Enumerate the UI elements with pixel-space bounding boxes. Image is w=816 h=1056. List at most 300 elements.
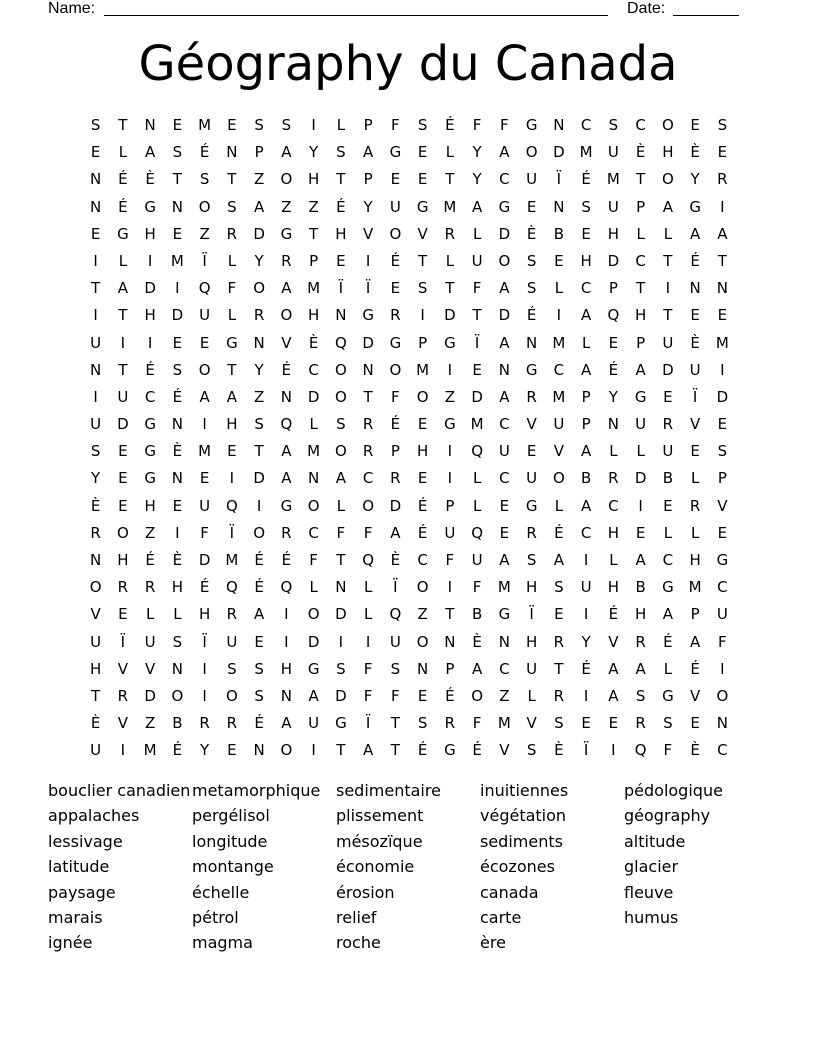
grid-letter[interactable]: S (417, 714, 428, 733)
grid-letter[interactable]: Q (362, 551, 375, 569)
grid-letter[interactable]: E (663, 387, 673, 406)
grid-letter[interactable]: F (336, 523, 346, 542)
grid-letter[interactable]: Ï (338, 279, 344, 298)
grid-letter[interactable]: E (199, 333, 210, 352)
grid-letter[interactable]: A (635, 551, 646, 569)
grid-letter[interactable]: E (608, 333, 619, 352)
grid-letter[interactable]: V (362, 224, 374, 243)
grid-letter[interactable]: L (227, 251, 237, 270)
grid-letter[interactable]: F (472, 279, 482, 298)
grid-letter[interactable]: M (552, 333, 566, 352)
grid-letter[interactable]: U (526, 659, 538, 678)
grid-letter[interactable]: S (663, 714, 673, 733)
grid-letter[interactable]: D (607, 251, 620, 270)
grid-letter[interactable]: I (720, 360, 725, 379)
grid-letter[interactable]: F (663, 741, 673, 760)
grid-letter[interactable]: H (226, 415, 238, 434)
grid-letter[interactable]: S (172, 360, 183, 379)
grid-letter[interactable]: A (144, 143, 156, 162)
grid-letter[interactable]: T (390, 714, 400, 733)
grid-letter[interactable]: O (416, 632, 429, 651)
grid-letter[interactable]: Y (608, 387, 618, 406)
grid-letter[interactable]: E (690, 306, 700, 325)
grid-letter[interactable]: A (199, 387, 210, 406)
grid-letter[interactable]: G (389, 333, 402, 352)
grid-letter[interactable]: E (717, 306, 728, 325)
grid-letter[interactable]: V (526, 714, 537, 733)
grid-letter[interactable]: A (499, 387, 510, 406)
grid-letter[interactable]: É (172, 741, 183, 760)
grid-letter[interactable]: O (89, 578, 102, 597)
grid-letter[interactable]: G (498, 605, 511, 624)
grid-letter[interactable]: H (307, 306, 320, 325)
grid-letter[interactable]: L (472, 224, 482, 243)
grid-letter[interactable]: E (199, 469, 210, 488)
grid-letter[interactable]: I (202, 415, 207, 434)
grid-letter[interactable]: R (662, 415, 674, 434)
grid-letter[interactable]: D (144, 686, 156, 705)
grid-letter[interactable]: É (581, 659, 591, 678)
grid-letter[interactable]: A (635, 360, 646, 379)
grid-letter[interactable]: Z (144, 714, 156, 733)
grid-letter[interactable]: T (554, 659, 564, 678)
grid-letter[interactable]: V (117, 659, 128, 678)
grid-letter[interactable]: E (227, 741, 237, 760)
grid-letter[interactable]: É (526, 306, 537, 325)
grid-letter[interactable]: U (90, 415, 102, 434)
grid-letter[interactable]: M (606, 170, 620, 189)
grid-letter[interactable]: E (635, 523, 646, 542)
grid-letter[interactable]: E (417, 469, 428, 488)
grid-letter[interactable]: N (335, 306, 347, 325)
grid-letter[interactable]: E (581, 714, 591, 733)
grid-letter[interactable]: C (308, 360, 319, 379)
grid-letter[interactable]: T (636, 279, 646, 298)
grid-letter[interactable]: É (281, 360, 292, 379)
grid-letter[interactable]: A (499, 143, 510, 162)
grid-letter[interactable]: Q (225, 578, 238, 597)
grid-letter[interactable]: H (198, 605, 211, 624)
grid-letter[interactable]: I (447, 360, 453, 379)
grid-letter[interactable]: H (416, 442, 429, 461)
grid-letter[interactable]: A (471, 659, 483, 678)
grid-letter[interactable]: I (311, 741, 316, 760)
grid-letter[interactable]: P (254, 143, 264, 162)
grid-letter[interactable]: Z (199, 224, 210, 243)
grid-letter[interactable]: G (444, 333, 456, 352)
grid-letter[interactable]: A (662, 197, 673, 216)
grid-letter[interactable]: H (171, 578, 184, 597)
grid-letter[interactable]: E (717, 523, 728, 542)
grid-letter[interactable]: E (118, 469, 128, 488)
grid-letter[interactable]: É (608, 360, 619, 379)
grid-letter[interactable]: Ï (120, 632, 126, 651)
grid-letter[interactable]: É (445, 116, 455, 134)
grid-letter[interactable]: I (229, 469, 235, 488)
grid-letter[interactable]: N (280, 387, 292, 406)
grid-letter[interactable]: B (553, 224, 565, 243)
grid-letter[interactable]: N (417, 659, 429, 678)
grid-letter[interactable]: U (308, 714, 320, 733)
grid-letter[interactable]: É (199, 578, 210, 597)
grid-letter[interactable]: A (281, 279, 292, 298)
grid-letter[interactable]: I (447, 578, 453, 597)
grid-letter[interactable]: É (417, 741, 428, 760)
grid-letter[interactable]: F (363, 523, 373, 542)
grid-letter[interactable]: Y (200, 741, 210, 760)
grid-letter[interactable]: N (498, 632, 510, 651)
grid-letter[interactable]: Q (280, 578, 293, 597)
grid-letter[interactable]: L (336, 496, 346, 515)
grid-letter[interactable]: S (227, 659, 237, 678)
grid-letter[interactable]: A (499, 279, 510, 298)
grid-letter[interactable]: E (390, 170, 401, 189)
grid-letter[interactable]: O (552, 469, 565, 488)
grid-letter[interactable]: E (554, 251, 564, 270)
grid-letter[interactable]: L (145, 605, 155, 624)
grid-letter[interactable]: D (634, 469, 647, 488)
grid-letter[interactable]: B (471, 605, 483, 624)
grid-letter[interactable]: S (336, 659, 346, 678)
grid-letter[interactable]: N (226, 143, 238, 162)
grid-letter[interactable]: R (144, 578, 156, 597)
grid-letter[interactable]: A (226, 387, 237, 406)
grid-letter[interactable]: É (390, 415, 401, 434)
grid-letter[interactable]: S (254, 415, 264, 434)
grid-letter[interactable]: F (472, 714, 482, 733)
grid-letter[interactable]: T (91, 279, 101, 298)
grid-letter[interactable]: N (607, 415, 619, 434)
grid-letter[interactable]: N (444, 632, 456, 651)
grid-letter[interactable]: U (90, 741, 102, 760)
grid-letter[interactable]: A (608, 686, 619, 705)
grid-letter[interactable]: I (665, 279, 671, 298)
grid-letter[interactable]: Ï (529, 605, 534, 624)
grid-letter[interactable]: Y (91, 469, 101, 488)
grid-letter[interactable]: L (663, 224, 673, 243)
grid-letter[interactable]: D (198, 551, 211, 569)
grid-letter[interactable]: É (663, 632, 673, 651)
grid-letter[interactable]: L (581, 333, 591, 352)
grid-letter[interactable]: C (717, 578, 728, 597)
grid-letter[interactable]: T (445, 279, 455, 298)
grid-letter[interactable]: G (689, 197, 701, 216)
grid-letter[interactable]: F (500, 116, 509, 134)
grid-letter[interactable]: R (199, 714, 210, 733)
grid-letter[interactable]: N (553, 197, 565, 216)
grid-letter[interactable]: È (690, 333, 700, 352)
grid-letter[interactable]: A (362, 741, 374, 760)
grid-letter[interactable]: Ï (202, 251, 207, 270)
grid-letter[interactable]: T (663, 251, 673, 270)
grid-letter[interactable]: F (227, 279, 237, 298)
grid-letter[interactable]: V (144, 659, 156, 678)
grid-letter[interactable]: T (118, 116, 128, 134)
grid-letter[interactable]: L (554, 496, 564, 515)
grid-letter[interactable]: H (689, 551, 701, 569)
grid-letter[interactable]: Q (280, 415, 293, 434)
grid-letter[interactable]: O (661, 170, 674, 189)
grid-letter[interactable]: I (420, 306, 425, 325)
grid-letter[interactable]: Ï (393, 578, 398, 597)
grid-letter[interactable]: B (662, 469, 674, 488)
grid-letter[interactable]: V (553, 442, 564, 461)
grid-letter[interactable]: Q (471, 523, 484, 542)
grid-letter[interactable]: L (309, 578, 318, 597)
grid-letter[interactable]: È (145, 170, 155, 189)
grid-letter[interactable]: U (607, 197, 619, 216)
date-blank-line[interactable] (673, 15, 739, 16)
grid-letter[interactable]: E (90, 143, 101, 162)
grid-letter[interactable]: M (497, 714, 511, 733)
grid-letter[interactable]: Z (499, 686, 510, 705)
grid-letter[interactable]: L (336, 116, 346, 134)
grid-letter[interactable]: A (390, 523, 401, 542)
grid-letter[interactable]: I (175, 279, 180, 298)
grid-letter[interactable]: G (525, 360, 538, 379)
grid-letter[interactable]: Ï (692, 387, 698, 406)
grid-letter[interactable]: C (499, 415, 510, 434)
grid-letter[interactable]: I (147, 333, 153, 352)
grid-letter[interactable]: N (526, 333, 538, 352)
grid-letter[interactable]: E (118, 605, 128, 624)
grid-letter[interactable]: R (117, 578, 129, 597)
grid-letter[interactable]: O (661, 116, 674, 134)
grid-letter[interactable]: E (417, 686, 428, 705)
grid-letter[interactable]: D (307, 387, 320, 406)
grid-letter[interactable]: D (253, 224, 265, 243)
grid-letter[interactable]: Ï (583, 741, 589, 760)
grid-letter[interactable]: F (363, 686, 373, 705)
grid-letter[interactable]: D (362, 333, 374, 352)
grid-letter[interactable]: É (145, 551, 155, 569)
grid-letter[interactable]: R (226, 605, 238, 624)
grid-letter[interactable]: M (497, 578, 511, 597)
grid-letter[interactable]: N (171, 415, 183, 434)
grid-letter[interactable]: É (445, 686, 455, 705)
grid-letter[interactable]: N (90, 360, 102, 379)
grid-letter[interactable]: O (525, 143, 538, 162)
grid-letter[interactable]: L (445, 143, 455, 162)
grid-letter[interactable]: S (90, 442, 101, 461)
grid-letter[interactable]: U (716, 605, 728, 624)
grid-letter[interactable]: L (445, 251, 455, 270)
grid-letter[interactable]: Q (225, 496, 238, 515)
grid-letter[interactable]: S (526, 741, 537, 760)
grid-letter[interactable]: D (553, 143, 565, 162)
grid-letter[interactable]: I (147, 251, 153, 270)
grid-letter[interactable]: S (336, 143, 346, 162)
grid-letter[interactable]: O (307, 496, 320, 515)
grid-letter[interactable]: O (498, 251, 511, 270)
grid-letter[interactable]: F (472, 578, 482, 597)
grid-letter[interactable]: É (254, 578, 264, 597)
grid-letter[interactable]: S (227, 197, 237, 216)
grid-letter[interactable]: D (307, 632, 320, 651)
grid-letter[interactable]: R (526, 387, 537, 406)
grid-letter[interactable]: C (499, 469, 510, 488)
grid-letter[interactable]: I (611, 741, 616, 760)
grid-letter[interactable]: I (93, 251, 98, 270)
grid-letter[interactable]: N (308, 469, 320, 488)
grid-letter[interactable]: D (335, 605, 347, 624)
grid-letter[interactable]: Z (308, 197, 319, 216)
grid-letter[interactable]: L (118, 251, 128, 270)
grid-letter[interactable]: S (281, 116, 292, 134)
grid-letter[interactable]: U (526, 469, 538, 488)
grid-letter[interactable]: M (307, 442, 321, 461)
grid-letter[interactable]: È (390, 551, 401, 569)
grid-letter[interactable]: N (253, 741, 265, 760)
grid-letter[interactable]: E (526, 197, 537, 216)
grid-letter[interactable]: E (663, 496, 673, 515)
grid-letter[interactable]: È (526, 224, 537, 243)
grid-letter[interactable]: H (634, 306, 647, 325)
grid-letter[interactable]: T (717, 251, 727, 270)
grid-letter[interactable]: S (717, 442, 728, 461)
grid-letter[interactable]: É (172, 387, 183, 406)
grid-letter[interactable]: A (281, 442, 292, 461)
grid-letter[interactable]: F (309, 551, 318, 569)
grid-letter[interactable]: G (335, 714, 347, 733)
grid-letter[interactable]: U (144, 632, 156, 651)
grid-letter[interactable]: É (145, 360, 155, 379)
grid-letter[interactable]: I (93, 306, 98, 325)
grid-letter[interactable]: I (720, 659, 725, 678)
grid-letter[interactable]: H (607, 224, 620, 243)
grid-letter[interactable]: G (525, 496, 538, 515)
grid-letter[interactable]: E (608, 714, 619, 733)
grid-letter[interactable]: T (172, 170, 182, 189)
grid-letter[interactable]: I (447, 442, 453, 461)
grid-letter[interactable]: R (553, 632, 565, 651)
grid-letter[interactable]: O (307, 605, 320, 624)
grid-letter[interactable]: S (199, 170, 210, 189)
grid-letter[interactable]: N (253, 333, 265, 352)
grid-letter[interactable]: G (662, 578, 674, 597)
grid-letter[interactable]: O (253, 279, 266, 298)
grid-letter[interactable]: U (199, 496, 211, 515)
grid-letter[interactable]: E (690, 116, 700, 134)
grid-letter[interactable]: M (579, 143, 593, 162)
grid-letter[interactable]: A (499, 551, 510, 569)
grid-letter[interactable]: A (580, 306, 592, 325)
grid-letter[interactable]: D (335, 686, 347, 705)
grid-letter[interactable]: O (334, 360, 347, 379)
grid-letter[interactable]: A (499, 333, 510, 352)
grid-letter[interactable]: U (471, 551, 483, 569)
grid-letter[interactable]: G (498, 197, 511, 216)
grid-letter[interactable]: L (636, 442, 645, 461)
grid-letter[interactable]: H (525, 632, 538, 651)
grid-letter[interactable]: F (445, 551, 455, 569)
grid-letter[interactable]: S (417, 279, 428, 298)
grid-letter[interactable]: A (608, 659, 619, 678)
grid-letter[interactable]: I (365, 251, 371, 270)
grid-letter[interactable]: A (580, 442, 592, 461)
grid-letter[interactable]: V (90, 605, 101, 624)
grid-letter[interactable]: T (445, 605, 455, 624)
grid-letter[interactable]: É (390, 251, 401, 270)
grid-letter[interactable]: R (226, 714, 238, 733)
grid-letter[interactable]: T (118, 306, 128, 325)
grid-letter[interactable]: N (689, 279, 701, 298)
grid-letter[interactable]: P (309, 251, 319, 270)
grid-letter[interactable]: D (716, 387, 729, 406)
grid-letter[interactable]: T (390, 741, 400, 760)
grid-letter[interactable]: R (553, 686, 565, 705)
grid-letter[interactable]: H (307, 170, 320, 189)
grid-letter[interactable]: È (90, 714, 101, 733)
grid-letter[interactable]: G (444, 741, 456, 760)
grid-letter[interactable]: F (472, 116, 482, 134)
grid-letter[interactable]: G (280, 496, 293, 515)
grid-letter[interactable]: U (662, 442, 674, 461)
grid-letter[interactable]: U (498, 442, 510, 461)
grid-letter[interactable]: Q (389, 605, 402, 624)
grid-letter[interactable]: R (390, 306, 401, 325)
grid-letter[interactable]: H (634, 605, 647, 624)
grid-letter[interactable]: Y (690, 170, 700, 189)
grid-letter[interactable]: N (280, 686, 292, 705)
grid-letter[interactable]: P (581, 415, 591, 434)
grid-letter[interactable]: V (281, 333, 292, 352)
grid-letter[interactable]: C (608, 496, 619, 515)
grid-letter[interactable]: S (581, 197, 591, 216)
grid-letter[interactable]: A (717, 224, 728, 243)
grid-letter[interactable]: Q (607, 306, 620, 325)
grid-letter[interactable]: A (471, 197, 483, 216)
grid-letter[interactable]: V (608, 632, 619, 651)
grid-letter[interactable]: T (472, 306, 482, 325)
grid-letter[interactable]: T (118, 360, 128, 379)
grid-letter[interactable]: Ï (365, 714, 371, 733)
grid-letter[interactable]: O (225, 686, 238, 705)
grid-letter[interactable]: S (417, 116, 428, 134)
grid-letter[interactable]: P (636, 333, 646, 352)
grid-letter[interactable]: L (690, 523, 700, 542)
grid-letter[interactable]: U (635, 415, 647, 434)
grid-letter[interactable]: D (171, 306, 184, 325)
grid-letter[interactable]: G (389, 143, 402, 162)
grid-letter[interactable]: R (635, 714, 646, 733)
grid-letter[interactable]: P (445, 659, 455, 678)
grid-letter[interactable]: L (690, 469, 700, 488)
grid-letter[interactable]: I (202, 659, 207, 678)
grid-letter[interactable]: H (144, 306, 156, 325)
grid-letter[interactable]: E (390, 279, 401, 298)
grid-letter[interactable]: E (172, 496, 183, 515)
grid-letter[interactable]: A (281, 143, 292, 162)
grid-letter[interactable]: N (144, 116, 156, 134)
grid-letter[interactable]: G (280, 224, 293, 243)
grid-letter[interactable]: E (717, 415, 728, 434)
grid-letter[interactable]: É (554, 523, 564, 542)
grid-letter[interactable]: H (580, 251, 592, 270)
grid-letter[interactable]: É (118, 170, 128, 189)
grid-letter[interactable]: T (636, 170, 646, 189)
grid-letter[interactable]: T (336, 551, 346, 569)
grid-letter[interactable]: T (363, 387, 373, 406)
grid-letter[interactable]: L (173, 605, 182, 624)
grid-letter[interactable]: Z (417, 605, 428, 624)
name-blank-line[interactable] (104, 15, 608, 16)
grid-letter[interactable]: É (608, 605, 619, 624)
grid-letter[interactable]: C (717, 741, 728, 760)
grid-letter[interactable]: È (554, 741, 564, 760)
grid-letter[interactable]: U (90, 333, 102, 352)
grid-letter[interactable]: L (609, 551, 618, 569)
